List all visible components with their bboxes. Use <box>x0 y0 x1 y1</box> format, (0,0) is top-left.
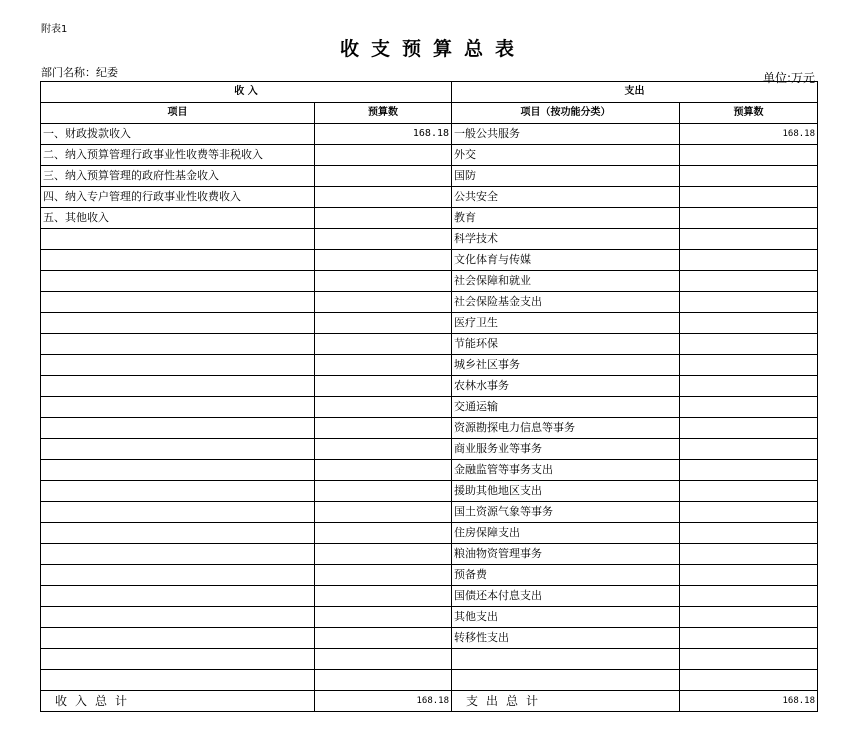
expense-value-cell <box>680 649 818 670</box>
income-value-cell: 168.18 <box>315 124 452 145</box>
income-value-cell <box>315 208 452 229</box>
department-label: 部门名称：纪委 <box>41 66 118 79</box>
expense-item-cell: 金融监管等事务支出 <box>452 460 680 481</box>
income-item-cell <box>41 397 315 418</box>
expense-value-cell <box>680 271 818 292</box>
expense-item-cell: 国防 <box>452 166 680 187</box>
income-item-cell <box>41 229 315 250</box>
table-row <box>41 376 818 397</box>
table-row <box>41 586 818 607</box>
income-value-cell <box>315 292 452 313</box>
table-row <box>41 670 818 691</box>
income-item-cell <box>41 250 315 271</box>
table-row <box>41 439 818 460</box>
income-value-cell <box>315 250 452 271</box>
expense-item-cell: 转移性支出 <box>452 628 680 649</box>
income-value-cell <box>315 670 452 691</box>
expense-item-cell: 社会保障和就业 <box>452 271 680 292</box>
income-value-cell <box>315 397 452 418</box>
income-item-header: 项目 <box>41 103 315 124</box>
expense-item-cell: 交通运输 <box>452 397 680 418</box>
income-value-cell <box>315 439 452 460</box>
table-row <box>41 166 818 187</box>
table-row <box>41 397 818 418</box>
expense-item-cell: 一般公共服务 <box>452 124 680 145</box>
table-row <box>41 607 818 628</box>
expense-value-cell <box>680 145 818 166</box>
income-value-cell <box>315 166 452 187</box>
expense-value-cell <box>680 355 818 376</box>
expense-value-cell <box>680 397 818 418</box>
expense-value-cell <box>680 481 818 502</box>
expense-value-cell <box>680 439 818 460</box>
income-item-cell: 三、纳入预算管理的政府性基金收入 <box>41 166 315 187</box>
income-value-cell <box>315 586 452 607</box>
table-row <box>41 334 818 355</box>
table-row <box>41 628 818 649</box>
income-item-cell: 一、财政拨款收入 <box>41 124 315 145</box>
expense-value-cell <box>680 544 818 565</box>
income-item-cell <box>41 376 315 397</box>
table-row <box>41 649 818 670</box>
expense-group-header: 支出 <box>452 82 818 103</box>
expense-value-cell: 168.18 <box>680 124 818 145</box>
table-row <box>41 271 818 292</box>
expense-value-cell <box>680 250 818 271</box>
expense-item-cell <box>452 670 680 691</box>
income-item-cell <box>41 439 315 460</box>
income-item-cell <box>41 502 315 523</box>
expense-value-cell <box>680 607 818 628</box>
expense-item-cell: 社会保险基金支出 <box>452 292 680 313</box>
attachment-label: 附表1 <box>41 24 68 35</box>
expense-value-cell <box>680 523 818 544</box>
total-row <box>41 691 818 712</box>
income-value-cell <box>315 481 452 502</box>
income-item-cell: 五、其他收入 <box>41 208 315 229</box>
table-row <box>41 208 818 229</box>
income-item-cell <box>41 460 315 481</box>
income-item-cell: 四、纳入专户管理的行政事业性收费收入 <box>41 187 315 208</box>
income-item-cell <box>41 334 315 355</box>
income-item-cell <box>41 523 315 544</box>
income-item-cell <box>41 628 315 649</box>
income-value-cell <box>315 376 452 397</box>
income-item-cell <box>41 355 315 376</box>
expense-value-cell <box>680 313 818 334</box>
income-value-cell <box>315 607 452 628</box>
expense-item-cell: 商业服务业等事务 <box>452 439 680 460</box>
table-row <box>41 523 818 544</box>
budget-table <box>40 81 818 712</box>
expense-item-cell: 农林水事务 <box>452 376 680 397</box>
expense-item-cell: 节能环保 <box>452 334 680 355</box>
income-value-cell <box>315 565 452 586</box>
expense-item-cell: 公共安全 <box>452 187 680 208</box>
expense-value-cell <box>680 166 818 187</box>
table-row <box>41 502 818 523</box>
income-value-cell <box>315 355 452 376</box>
income-value-cell <box>315 313 452 334</box>
expense-value-cell <box>680 229 818 250</box>
unit-label: 单位:万元 <box>762 71 815 85</box>
expense-item-cell: 城乡社区事务 <box>452 355 680 376</box>
income-group-header: 收 入 <box>41 82 452 103</box>
expense-total-label: 支出总计 <box>452 691 680 712</box>
table-row <box>41 250 818 271</box>
income-value-cell <box>315 628 452 649</box>
income-total-label: 收入总计 <box>41 691 315 712</box>
expense-item-cell: 资源勘探电力信息等事务 <box>452 418 680 439</box>
table-row <box>41 418 818 439</box>
income-item-cell <box>41 607 315 628</box>
income-item-cell <box>41 418 315 439</box>
table-row <box>41 292 818 313</box>
income-value-cell <box>315 460 452 481</box>
expense-value-cell <box>680 586 818 607</box>
expense-value-cell <box>680 670 818 691</box>
income-item-cell <box>41 670 315 691</box>
table-row <box>41 355 818 376</box>
table-row <box>41 187 818 208</box>
expense-item-cell: 外交 <box>452 145 680 166</box>
income-item-cell <box>41 586 315 607</box>
expense-value-cell <box>680 187 818 208</box>
expense-value-cell <box>680 418 818 439</box>
expense-budget-header: 预算数 <box>680 103 818 124</box>
income-item-cell <box>41 292 315 313</box>
expense-item-cell: 预备费 <box>452 565 680 586</box>
expense-total-value: 168.18 <box>680 691 818 712</box>
expense-item-cell: 科学技术 <box>452 229 680 250</box>
expense-item-cell: 国债还本付息支出 <box>452 586 680 607</box>
expense-value-cell <box>680 334 818 355</box>
table-row <box>41 481 818 502</box>
income-value-cell <box>315 502 452 523</box>
income-item-cell <box>41 271 315 292</box>
income-value-cell <box>315 334 452 355</box>
income-value-cell <box>315 418 452 439</box>
expense-item-cell: 医疗卫生 <box>452 313 680 334</box>
expense-item-cell: 国土资源气象等事务 <box>452 502 680 523</box>
table-row <box>41 229 818 250</box>
expense-item-cell: 住房保障支出 <box>452 523 680 544</box>
income-item-cell: 二、纳入预算管理行政事业性收费等非税收入 <box>41 145 315 166</box>
income-value-cell <box>315 649 452 670</box>
income-value-cell <box>315 145 452 166</box>
expense-value-cell <box>680 502 818 523</box>
income-value-cell <box>315 187 452 208</box>
income-value-cell <box>315 271 452 292</box>
table-row <box>41 460 818 481</box>
income-total-value: 168.18 <box>315 691 452 712</box>
income-item-cell <box>41 544 315 565</box>
expense-value-cell <box>680 376 818 397</box>
expense-item-cell: 文化体育与传媒 <box>452 250 680 271</box>
table-row <box>41 544 818 565</box>
page-title: 收支预算总表 <box>339 38 526 60</box>
expense-item-header: 项目（按功能分类） <box>452 103 680 124</box>
table-row <box>41 565 818 586</box>
income-item-cell <box>41 565 315 586</box>
expense-item-cell: 粮油物资管理事务 <box>452 544 680 565</box>
table-row <box>41 124 818 145</box>
income-value-cell <box>315 523 452 544</box>
table-row <box>41 313 818 334</box>
income-item-cell <box>41 481 315 502</box>
income-value-cell <box>315 544 452 565</box>
expense-item-cell <box>452 649 680 670</box>
income-item-cell <box>41 649 315 670</box>
income-value-cell <box>315 229 452 250</box>
expense-value-cell <box>680 565 818 586</box>
expense-item-cell: 援助其他地区支出 <box>452 481 680 502</box>
income-item-cell <box>41 313 315 334</box>
expense-value-cell <box>680 460 818 481</box>
expense-item-cell: 教育 <box>452 208 680 229</box>
expense-item-cell: 其他支出 <box>452 607 680 628</box>
expense-value-cell <box>680 208 818 229</box>
expense-value-cell <box>680 628 818 649</box>
table-row <box>41 145 818 166</box>
expense-value-cell <box>680 292 818 313</box>
income-budget-header: 预算数 <box>315 103 452 124</box>
